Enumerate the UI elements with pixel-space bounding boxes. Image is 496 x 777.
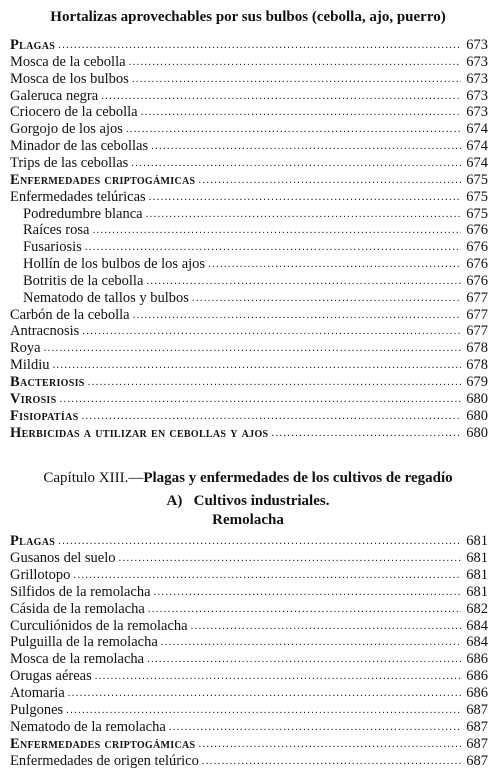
entry-label: Curculiónidos de la remolacha (10, 617, 188, 634)
dot-leader (81, 408, 461, 425)
entry-label: Bacteriosis (10, 374, 85, 390)
dot-leader (59, 391, 461, 408)
entry-label: Silfidos de la remolacha (10, 583, 151, 600)
entry-page-number: 677 (466, 306, 488, 323)
entry-label: Hollín de los bulbos de los ajos (23, 256, 206, 273)
toc-entry (10, 323, 488, 340)
entry-label: Minador de las cebollas (10, 138, 149, 155)
entry-label: Raíces rosa (23, 222, 90, 239)
entry-page-number: 675 (466, 188, 488, 205)
toc-entry (10, 138, 488, 155)
entry-page-number: 673 (466, 37, 488, 53)
entry-page-number: 687 (466, 752, 488, 769)
toc-entry (10, 601, 488, 618)
crop-heading (0, 512, 496, 529)
entry-label: Mosca de los bulbos (10, 70, 129, 87)
entry-label: Plagas (10, 533, 56, 549)
entry-label: Enfermedades criptogámicas (10, 735, 196, 752)
toc-entry (10, 88, 488, 105)
entry-page-number: 675 (466, 171, 488, 188)
entry-page-number: 686 (466, 651, 488, 668)
dot-leader (52, 357, 461, 374)
toc-entry (10, 155, 488, 172)
entry-label: Plagas (10, 37, 56, 53)
entry-label: Pulguilla de la remolacha (10, 634, 158, 651)
chapter-title: Plagas y enfermedades de los cultivos de regadío (143, 470, 453, 486)
toc-entry (23, 222, 488, 239)
dot-leader (101, 88, 461, 105)
dot-leader (198, 736, 461, 753)
entry-page-number: 674 (466, 138, 488, 155)
dot-leader (131, 155, 461, 172)
toc-entry (10, 584, 488, 601)
entry-page-number: 673 (466, 87, 488, 104)
entry-label: Enfermedades telúricas (10, 188, 146, 205)
dot-leader (141, 104, 461, 121)
dot-leader (271, 425, 461, 442)
dot-leader (85, 239, 461, 256)
toc-entry (10, 189, 488, 206)
toc-entry (10, 307, 488, 324)
dot-leader (73, 567, 461, 584)
toc-entry (10, 651, 488, 668)
toc-entry (10, 685, 488, 702)
entry-label: Nematodo de tallos y bulbos (23, 289, 189, 306)
subsection-heading (0, 493, 496, 510)
entry-page-number: 676 (466, 239, 488, 256)
entry-page-number: 680 (466, 390, 488, 407)
toc-entry (10, 550, 488, 567)
toc-entry (10, 340, 488, 357)
toc-entry (10, 736, 488, 753)
dot-leader (68, 685, 461, 702)
entry-page-number: 687 (466, 702, 488, 718)
toc-entry (23, 273, 488, 290)
dot-leader (151, 138, 461, 155)
entry-label: Atomaria (10, 685, 65, 702)
entry-page-number: 677 (466, 323, 488, 340)
toc-entry (10, 37, 488, 54)
entry-page-number: 676 (466, 256, 488, 273)
dot-leader (208, 256, 461, 273)
entry-label: Enfermedades criptogámicas (10, 171, 196, 188)
entry-label: Galeruca negra (10, 87, 99, 104)
toc-entry (10, 753, 488, 770)
entry-page-number: 673 (466, 53, 488, 70)
dot-leader (129, 54, 461, 71)
entry-page-number: 681 (466, 533, 488, 549)
toc-entry (10, 634, 488, 651)
chapter-heading (0, 470, 496, 487)
entry-page-number: 678 (466, 357, 488, 374)
entry-label: Fisiopatías (10, 407, 79, 424)
toc-entry (10, 567, 488, 584)
entry-label: Nematodo de la remolacha (10, 718, 166, 735)
entry-page-number: 687 (466, 718, 488, 735)
toc-entry (23, 206, 488, 223)
entry-label: Roya (10, 340, 41, 357)
entry-page-number: 673 (466, 70, 488, 87)
dot-leader (126, 121, 461, 138)
entry-label: Mildiu (10, 357, 50, 374)
entry-page-number: 676 (466, 222, 488, 239)
dot-leader (154, 584, 461, 601)
entry-page-number: 674 (466, 121, 488, 138)
dot-leader (58, 533, 461, 550)
dot-leader (191, 618, 461, 635)
chapter-prefix: Capítulo XIII.— (43, 470, 144, 486)
entry-label: Podredumbre blanca (23, 205, 143, 222)
entry-page-number: 684 (466, 634, 488, 651)
toc-entry (10, 104, 488, 121)
toc-entry (23, 290, 488, 307)
dot-leader (146, 273, 461, 290)
dot-leader (66, 702, 461, 719)
entry-label: Pulgones (10, 702, 64, 718)
toc-entry (10, 408, 488, 425)
entry-page-number: 686 (466, 668, 488, 685)
dot-leader (148, 601, 461, 618)
entry-label: Botritis de la cebolla (23, 272, 144, 289)
toc-entry (10, 391, 488, 408)
section-heading-bulbs (0, 9, 496, 26)
entry-page-number: 687 (466, 735, 488, 752)
entry-label: Mosca de la remolacha (10, 651, 145, 668)
entry-page-number: 681 (466, 549, 488, 566)
toc-entry (10, 425, 488, 442)
dot-leader (149, 189, 461, 206)
entry-label: Enfermedades de origen telúrico (10, 752, 199, 769)
toc-entry (10, 54, 488, 71)
toc-entry (10, 533, 488, 550)
entry-label: Trips de las cebollas (10, 154, 129, 171)
toc-entry (23, 239, 488, 256)
entry-label: Grillotopo (10, 566, 71, 583)
entry-page-number: 676 (466, 272, 488, 289)
toc-entry (10, 719, 488, 736)
entry-page-number: 680 (466, 407, 488, 424)
entry-page-number: 679 (466, 374, 488, 390)
toc-entry (10, 357, 488, 374)
dot-leader (133, 307, 461, 324)
entry-label: Criocero de la cebolla (10, 104, 138, 121)
entry-label: Gusanos del suelo (10, 549, 116, 566)
toc-entry (10, 374, 488, 391)
entry-label: Mosca de la cebolla (10, 53, 126, 70)
toc-entry (23, 256, 488, 273)
toc-entry (10, 71, 488, 88)
toc-entry (10, 172, 488, 189)
toc-entry (10, 668, 488, 685)
entry-page-number: 675 (466, 205, 488, 222)
crop-title: Remolacha (212, 512, 284, 528)
dot-leader (146, 206, 461, 223)
entry-label: Fusariosis (23, 239, 82, 256)
entry-page-number: 674 (466, 154, 488, 171)
toc-entry (10, 121, 488, 138)
dot-leader (82, 323, 461, 340)
entry-label: Orugas aéreas (10, 668, 92, 685)
dot-leader (192, 290, 461, 307)
dot-leader (161, 634, 461, 651)
entry-page-number: 681 (466, 583, 488, 600)
entry-page-number: 681 (466, 566, 488, 583)
dot-leader (92, 222, 461, 239)
toc-entry (10, 618, 488, 635)
dot-leader (88, 374, 461, 391)
entry-label: Gorgojo de los ajos (10, 121, 123, 138)
dot-leader (44, 340, 461, 357)
dot-leader (119, 550, 461, 567)
entry-page-number: 673 (466, 104, 488, 121)
entry-page-number: 680 (466, 424, 488, 441)
entry-label: Carbón de la cebolla (10, 306, 130, 323)
toc-entry (10, 702, 488, 719)
dot-leader (169, 719, 461, 736)
subsection-title: A) Cultivos industriales. (166, 493, 330, 509)
entry-page-number: 677 (466, 289, 488, 306)
entry-page-number: 686 (466, 685, 488, 702)
entry-label: Cásida de la remolacha (10, 600, 145, 617)
dot-leader (95, 668, 461, 685)
entry-page-number: 682 (466, 600, 488, 617)
dot-leader (132, 71, 461, 88)
entry-label: Herbicidas a utilizar en cebollas y ajos (10, 424, 269, 441)
dot-leader (202, 753, 461, 770)
dot-leader (198, 172, 461, 189)
dot-leader (147, 651, 461, 668)
dot-leader (58, 37, 461, 54)
entry-page-number: 678 (466, 340, 488, 357)
entry-label: Antracnosis (10, 323, 80, 340)
entry-page-number: 684 (466, 617, 488, 634)
entry-label: Virosis (10, 390, 57, 407)
section-title: Hortalizas aprovechables por sus bulbos (cebolla, ajo, puerro) (50, 9, 446, 25)
